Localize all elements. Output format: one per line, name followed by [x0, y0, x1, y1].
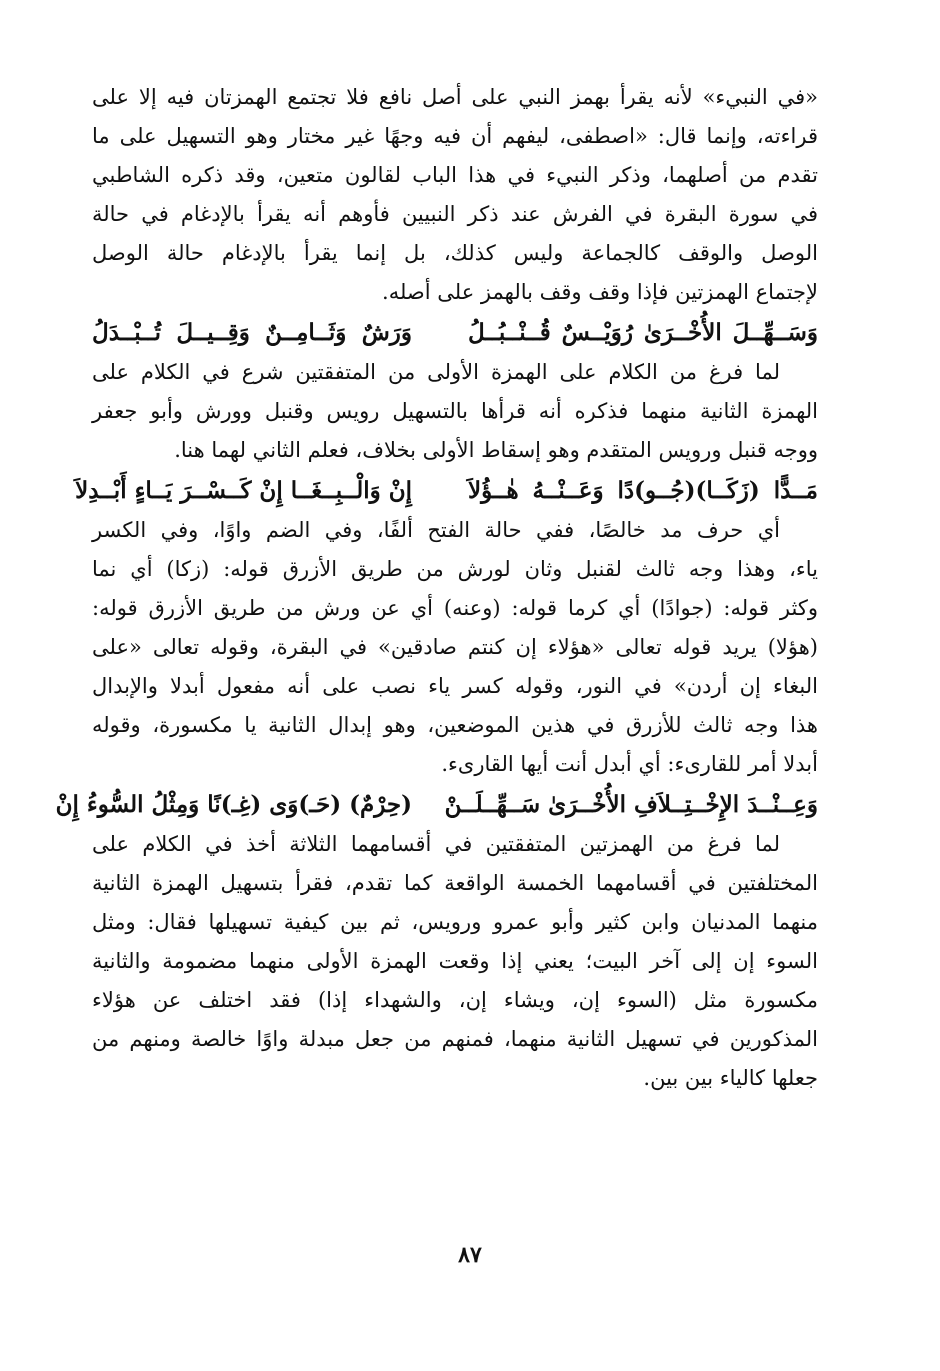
verse-line-1	[92, 312, 818, 353]
text-line: الهمزة الثانية منهما فذكره أنه قرأها بالتسهيل رويس وقنبل وورش وأبو جعفر	[92, 399, 818, 423]
verse-line-2	[75, 470, 818, 511]
text-line: لإجتماع الهمزتين فإذا وقف وقف بالهمز على أصله.	[382, 280, 818, 304]
paragraph-3	[92, 511, 818, 784]
page-body	[55, 78, 819, 1098]
text-line: المذكورين في تسهيل الثانية منهما، فمنهم من جعل مبدلة واوًا خالصة ومنهم من	[92, 1027, 818, 1051]
verse-line-3	[55, 784, 818, 825]
text-line: قراءته، وإنما قال: «اصطفى، ليفهم أن فيه وجهًا غير مختار وهو التسهيل على ما	[92, 124, 818, 148]
text-line: في سورة البقرة في الفرش عند ذكر النبيين فأوهم أنه يقرأ بالإدغام في حالة	[92, 202, 818, 226]
text-line: هذا وجه ثالث للأزرق في هذين الموضعين، وهو إبدال الثانية يا مكسورة، وقوله	[92, 713, 818, 737]
text-line: وكثر قوله: (جوادًا) أي كرما قوله: (وعنه) أي عن ورش من طريق الأزرق قوله:	[92, 596, 818, 620]
text-line: «في النبيء» لأنه يقرأ بهمز النبي على أصل نافع فلا تجتمع الهمزتان فيه إلا على	[92, 85, 818, 109]
paragraph-4	[92, 825, 818, 1098]
text-line: أبدلا أمر للقارىء: أي أبدل أنت أيها القارىء.	[441, 752, 818, 776]
verse-second-hemistich: وَرَشٌ وَثَــامِــنٌ وَقِــيــلَ تُــبْــدَلُ	[92, 319, 412, 346]
text-line: المختلفتين في أقسامهما الخمسة الواقعة كما تقدم، فقرأ بتسهيل الهمزة الثانية	[92, 871, 818, 895]
text-line: لما فرغ من الكلام على الهمزة الأولى من المتفقتين شرع في الكلام على	[92, 360, 780, 384]
text-line: مكسورة مثل (السوء إن، ويشاء إن، والشهداء إذا) فقد اختلف عن هؤلاء	[92, 988, 818, 1012]
verse-first-hemistich: وَسَــهِّــلَ الأُخْــرَىٰ رُوَيْــسٌ قُــنْــبُــلُ	[468, 319, 818, 346]
verse-first-hemistich: مَــدًّا (زَكَــا)(جُــو)دًا وَعَــنْــهُ هٰــؤُلاَ	[468, 477, 818, 504]
text-line: منهما المدنيان وابن كثير وأبو عمرو ورويس، ثم بين كيفية تسهيلها فقال: ومثل	[92, 910, 818, 934]
paragraph-1	[92, 78, 818, 312]
text-line: جعلها كالياء بين بين.	[643, 1066, 818, 1090]
page-number: ٨٧	[458, 1242, 482, 1268]
text-line: تقدم من أصلهما، وذكر النبيء في هذا الباب لقالون متعين، وقد ذكره الشاطبي	[92, 163, 818, 187]
verse-second-hemistich: (حِرْمٌ) (حَـ)وَى (غِـ)نًا وَمِثْلُ السُّوءُ إِنْ	[55, 791, 412, 818]
text-line: أي حرف مد خالصًا، ففي حالة الفتح ألفًا، وفي الضم واوًا، وفي الكسر	[92, 518, 780, 542]
text-line: لما فرغ من الهمزتين المتفقتين في أقسامهما الثلاثة أخذ في الكلام على	[92, 832, 780, 856]
text-line: الوصل والوقف كالجماعة وليس كذلك، بل إنما يقرأ بالإدغام حالة الوصل	[92, 241, 818, 265]
text-line: (هؤلا) يريد قوله تعالى «هؤلاء إن كنتم صادقين» في البقرة، وقوله تعالى «على	[92, 635, 818, 659]
verse-first-hemistich: وَعِــنْــدَ الإِخْــتِــلاَفِ الأُخْــرَىٰ سَــهِّــلَــنْ	[444, 791, 818, 818]
text-line: ووجه قنبل ورويس المتقدم وهو إسقاط الأولى بخلاف، فعلم الثاني لهما هنا.	[174, 438, 818, 462]
text-line: ياء، وهذا وجه ثالث لقنبل وثان لورش من طريق الأزرق قوله: (زكا) أي نما	[92, 557, 819, 581]
text-line: السوء إن إلى آخر البيت؛ يعني إذا وقعت الهمزة الأولى منهما مضمومة والثانية	[92, 949, 818, 973]
text-line: البغاء إن أردن» في النور، وقوله كسر ياء نصب على أنه مفعول أبدلا والإبدال	[92, 674, 818, 698]
paragraph-2	[92, 353, 818, 470]
verse-second-hemistich: إِنْ وَالْــبِــغَــا إِنْ كَــسْــرَ يَــاءٍ أَبْــدِلاَ	[75, 477, 412, 504]
